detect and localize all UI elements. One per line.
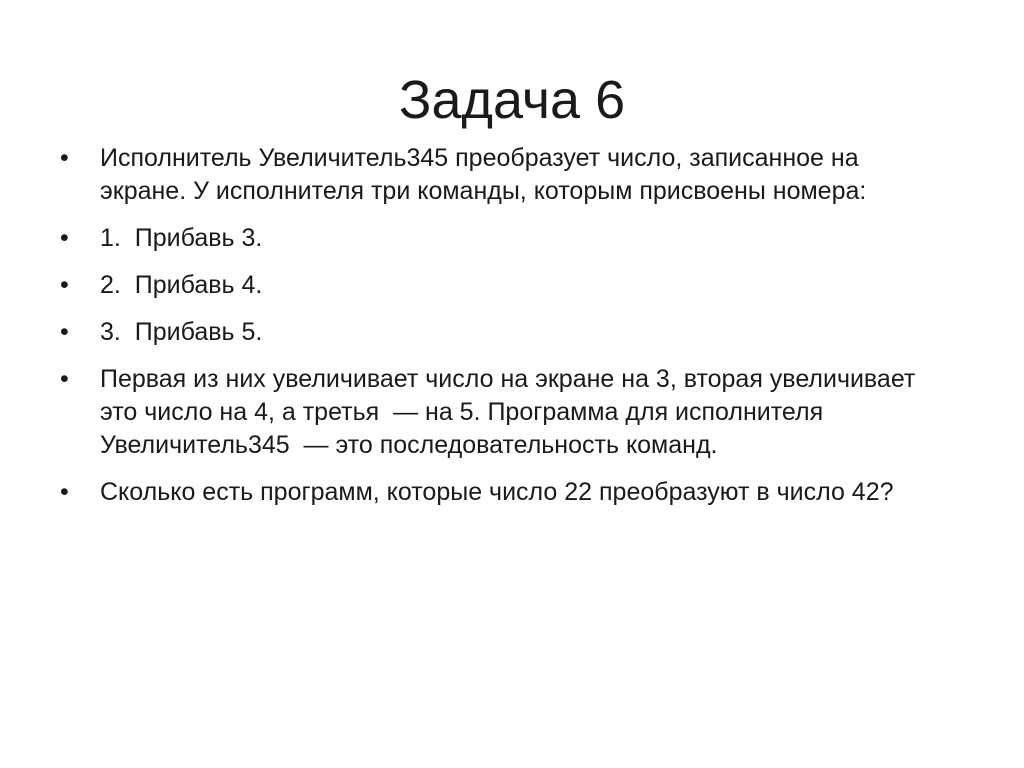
bullet-dot-icon: •: [60, 478, 69, 506]
bullet-text-line: 3. Прибавь 5.: [100, 318, 263, 346]
bullet-text-line: 1. Прибавь 3.: [100, 224, 263, 252]
bullet-dot-icon: •: [60, 144, 69, 172]
bullet-item: [60, 363, 940, 462]
bullet-item: [60, 269, 940, 302]
bullet-text-line: 2. Прибавь 4.: [100, 271, 263, 299]
bullet-text-line: Исполнитель Увеличитель345 преобразует число, записанное на: [100, 144, 859, 172]
bullet-dot-icon: •: [60, 318, 69, 346]
bullet-text-line: это число на 4, а третья — на 5. Программа для исполнителя: [100, 398, 824, 426]
bullet-text-line: Сколько есть программ, которые число 22 преобразуют в число 42?: [100, 478, 894, 506]
bullet-text-line: Увеличитель345 — это последовательность команд.: [100, 431, 718, 459]
bullet-text-line: экране. У исполнителя три команды, которым присвоены номера:: [100, 177, 867, 205]
bullet-item: [60, 222, 940, 255]
bullet-item: [60, 316, 940, 349]
bullet-text-line: Первая из них увеличивает число на экране на 3, вторая увеличивает: [100, 365, 916, 393]
bullet-item: [60, 476, 940, 509]
bullet-item: [60, 142, 940, 208]
bullet-dot-icon: •: [60, 271, 69, 299]
bullet-list: [60, 142, 940, 523]
slide-title: Задача 6: [398, 70, 626, 130]
bullet-dot-icon: •: [60, 224, 69, 252]
bullet-dot-icon: •: [60, 365, 69, 393]
